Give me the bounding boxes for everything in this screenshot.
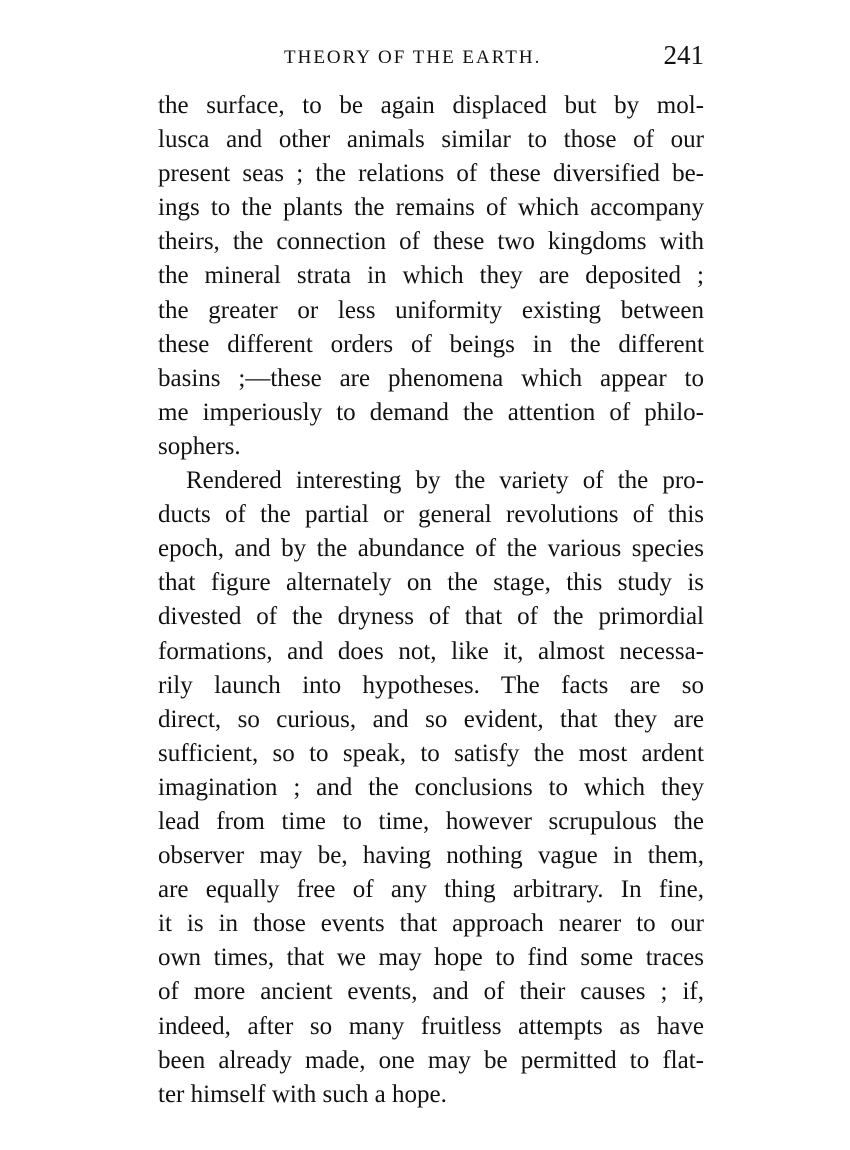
running-title: THEORY OF THE EARTH. [284, 47, 542, 68]
text-line: observer may be, having nothing vague in them, [158, 842, 704, 870]
text-line: own times, that we may hope to find some traces [158, 944, 704, 972]
text-line: the surface, to be again displaced but by mol- [158, 92, 704, 119]
text-line: sufficient, so to speak, to satisfy the most ardent [158, 739, 704, 767]
text-line: ducts of the partial or general revolutions of this [158, 501, 704, 529]
text-line: lusca and other animals similar to those of our [158, 126, 704, 154]
text-line: Rendered interesting by the variety of the pro- [186, 467, 704, 495]
text-line: rily launch into hypotheses. The facts are so [158, 671, 704, 699]
text-line: theirs, the connection of these two kingdoms with [158, 228, 704, 256]
text-line: direct, so curious, and so evident, that they are [158, 705, 704, 733]
text-line: it is in those events that approach nearer to our [158, 910, 704, 938]
text-line: that figure alternately on the stage, this study is [158, 569, 704, 597]
running-head [158, 40, 704, 76]
body-text [158, 89, 704, 1112]
text-line: ings to the plants the remains of which accompany [158, 194, 704, 222]
text-line: basins ;—these are phenomena which appear to [158, 364, 704, 392]
text-line: indeed, after so many fruitless attempts as have [158, 1012, 704, 1040]
text-line: divested of the dryness of that of the primordial [158, 603, 704, 631]
text-line: sophers. [158, 432, 241, 460]
paragraph-1 [158, 89, 704, 464]
text-line: lead from time to time, however scrupulous the [158, 807, 704, 835]
text-line: are equally free of any thing arbitrary. In fine, [158, 876, 704, 904]
text-line: formations, and does not, like it, almost necessa- [158, 637, 704, 665]
text-line: me imperiously to demand the attention of philo- [158, 398, 704, 426]
text-line: ter himself with such a hope. [158, 1080, 447, 1108]
text-line: these different orders of beings in the different [158, 330, 704, 358]
text-line: present seas ; the relations of these diversified be- [158, 160, 704, 188]
text-line: imagination ; and the conclusions to which they [158, 773, 704, 801]
text-line: been already made, one may be permitted to flat- [158, 1046, 704, 1074]
text-line: epoch, and by the abundance of the various species [158, 535, 704, 563]
text-line: the mineral strata in which they are deposited ; [158, 262, 704, 290]
paragraph-2 [158, 464, 704, 1112]
page-number: 241 [663, 40, 704, 70]
text-line: of more ancient events, and of their causes ; if, [158, 978, 704, 1006]
text-line: the greater or less uniformity existing between [158, 296, 704, 324]
